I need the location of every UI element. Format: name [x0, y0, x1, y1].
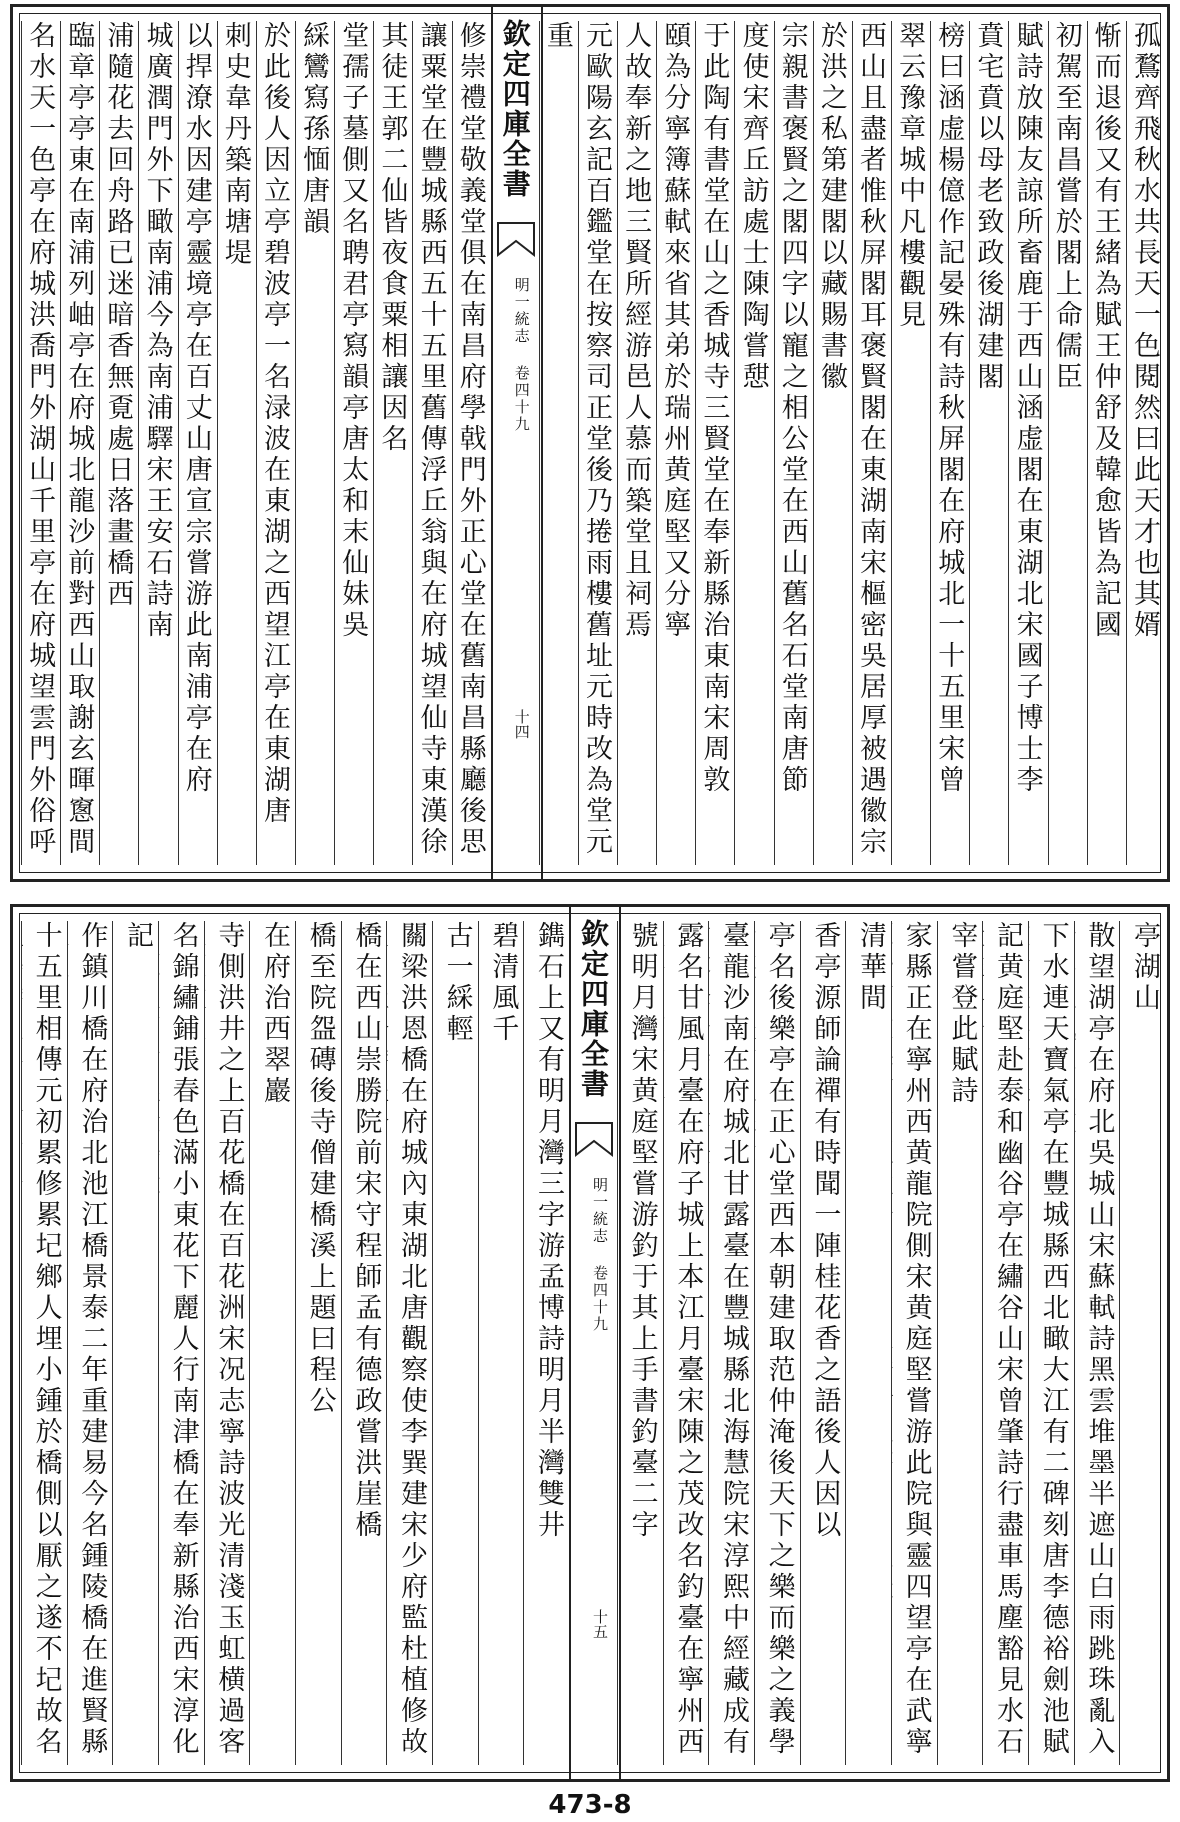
fish-tail-mark-icon — [574, 1119, 614, 1159]
top-text-column: 於此後人因立亭碧波亭一名渌波在東湖之西望江亭在東湖唐 — [256, 21, 294, 865]
bottom-text-column: 古一綵輕 — [432, 921, 477, 1765]
top-text-column: 元歐陽玄記百鑑堂在按察司正堂後乃捲雨樓舊址元時改為堂元 — [578, 21, 616, 865]
bottom-text-column: 在府治西翠巖 — [249, 921, 294, 1765]
top-text-column: 堂孺子墓側又名聘君亭寫韻亭唐太和末仙妹吳 — [334, 21, 372, 865]
bottom-text-column: 清華間 — [845, 921, 890, 1765]
bottom-text-column: 十五里相傳元初累修累圮鄉人埋小鍾於橋側以厭之遂不圮故名 — [21, 921, 66, 1765]
top-text-column: 宗親書褒賢之閣四字以寵之相公堂在西山舊名石堂南唐節 — [774, 21, 812, 865]
bottom-text-column: 碧清風千 — [478, 921, 523, 1765]
bottom-text-column: 記 — [112, 921, 157, 1765]
top-center-gutter — [491, 7, 543, 879]
top-text-column: 賦詩放陳友諒所畜鹿于西山涵虚閣在東湖北宋國子博士李 — [1008, 21, 1046, 865]
bottom-gutter-page-number: 十五 — [591, 1609, 609, 1639]
bottom-text-column: 露名甘風月臺在府子城上本江月臺宋陳之茂改名釣臺在寧州西 — [663, 921, 708, 1765]
top-text-column: 度使宋齊丘訪處士陳陶嘗憇 — [734, 21, 772, 865]
bottom-text-column: 散望湖亭在府北吳城山宋蘇軾詩黑雲堆墨半遮山白雨跳珠亂入 — [1074, 921, 1119, 1765]
top-text-column: 惭而退後又有王緒為賦王仲舒及韓愈皆為記國 — [1087, 21, 1125, 865]
top-text-column: 榜曰涵虚楊億作記晏殊有詩秋屏閣在府城北一十五里宋曾 — [930, 21, 968, 865]
top-text-column: 西山且盡者惟秋屏閣耳褒賢閣在東湖南宋樞密吳居厚被遇徽宗 — [852, 21, 890, 865]
bottom-gutter-subtitle: 明一統志 卷四十九 — [591, 1177, 609, 1333]
bottom-text-column: 鐫石上又有明月灣三字游孟博詩明月半灣雙井 — [523, 921, 568, 1765]
top-gutter-page-number: 十四 — [512, 709, 531, 739]
bottom-page — [10, 904, 1170, 1782]
bottom-text-column: 作鎮川橋在府治北池江橋景泰二年重建易今名鍾陵橋在進賢縣 — [67, 921, 112, 1765]
top-text-column: 刺史韋丹築南塘堤 — [217, 21, 255, 865]
top-text-column: 城廣潤門外下瞰南浦今為南浦驛宋王安石詩南 — [138, 21, 176, 865]
bottom-text-column: 記黄庭堅赴泰和幽谷亭在繡谷山宋曾肇詩行盡車馬塵豁見水石 — [982, 921, 1027, 1765]
top-text-column: 名水天一色亭在府城洪喬門外湖山千里亭在府城望雲門外俗呼 — [21, 21, 59, 865]
top-text-column: 賁宅賁以母老致政後湖建閣 — [969, 21, 1007, 865]
top-text-column: 浦隨花去回舟路已迷暗香無覔處日落畫橋西 — [99, 21, 137, 865]
top-text-column: 以捍潦水因建亭靈境亭在百丈山唐宣宗嘗游此南浦亭在府 — [178, 21, 216, 865]
fish-tail-mark-icon — [496, 219, 536, 259]
bottom-text-column: 橋至院盌磚後寺僧建橋溪上題曰程公 — [295, 921, 340, 1765]
top-gutter-subtitle: 明一統志 卷四十九 — [512, 277, 531, 433]
bottom-text-column: 家縣正在寧州西黄龍院側宋黄庭堅嘗游此院與靈四望亭在武寧 — [891, 921, 936, 1765]
bottom-text-column: 寺側洪井之上百花橋在百花洲宋况志寧詩波光清淺玉虹横過客 — [204, 921, 249, 1765]
top-text-column: 于此陶有書堂在山之香城寺三賢堂在奉新縣治東南宋周敦 — [695, 21, 733, 865]
bottom-text-column: 關梁洪恩橋在府城內東湖北唐觀察使李巽建宋少府監杜植修故 — [386, 921, 431, 1765]
top-text-column: 頤為分寧簿蘇軾來省其弟於瑞州黄庭堅又分寧 — [656, 21, 694, 865]
bottom-text-column: 亭名後樂亭在正心堂西本朝建取范仲淹後天下之樂而樂之義學 — [754, 921, 799, 1765]
page-folio: 473-8 — [548, 1790, 632, 1820]
bottom-gutter-title: 欽定四庫全書 — [577, 919, 610, 1099]
bottom-text-column: 名錦繡鋪張春色滿小東花下麗人行南津橋在奉新縣治西宋淳化 — [158, 921, 203, 1765]
top-gutter-title: 欽定四庫全書 — [498, 19, 532, 199]
bottom-center-gutter — [569, 907, 621, 1779]
bottom-text-column: 宰嘗登此賦詩 — [937, 921, 982, 1765]
top-text-column: 其徒王郭二仙皆夜食粟相讓因名 — [373, 21, 411, 865]
top-text-column: 人故奉新之地三賢所經游邑人慕而築堂且祠焉 — [617, 21, 655, 865]
bottom-text-column: 亭湖山 — [1119, 921, 1164, 1765]
top-text-column: 翠云豫章城中凡樓觀見 — [891, 21, 929, 865]
bottom-text-column: 臺龍沙南在府城北甘露臺在豐城縣北海慧院宋淳熙中經藏成有 — [708, 921, 753, 1765]
bottom-text-column: 號明月灣宋黄庭堅嘗游釣于其上手書釣臺二字 — [617, 921, 662, 1765]
top-text-column: 讓粟堂在豐城縣西五十五里舊傳浮丘翁與在府城望仙寺東漢徐 — [412, 21, 450, 865]
top-text-column: 初駕至南昌嘗於閣上命儒臣 — [1048, 21, 1086, 865]
bottom-text-column: 香亭源師論禪有時聞一陣桂花香之語後人因以 — [800, 921, 845, 1765]
bottom-text-column: 橋在西山崇勝院前宋守程師孟有德政嘗洪崖橋 — [341, 921, 386, 1765]
top-text-column: 臨章亭亭東在南浦列岫亭在府城北龍沙前對西山取謝玄暉窻間 — [60, 21, 98, 865]
top-text-column: 修崇禮堂敬義堂俱在南昌府學戟門外正心堂在舊南昌縣廳後思 — [452, 21, 490, 865]
top-text-column: 孤鶩齊飛秋水共長天一色閱然曰此天才也其婿 — [1126, 21, 1164, 865]
bottom-text-column: 下水連天寶氣亭在豐城縣西北瞰大江有二碑刻唐李德裕劍池賦 — [1028, 921, 1073, 1765]
top-text-column: 重 — [539, 21, 577, 865]
top-page — [10, 4, 1170, 882]
top-text-column: 於洪之私第建閣以藏賜書徽 — [813, 21, 851, 865]
top-text-column: 綵鸞寫孫愐唐韻 — [295, 21, 333, 865]
